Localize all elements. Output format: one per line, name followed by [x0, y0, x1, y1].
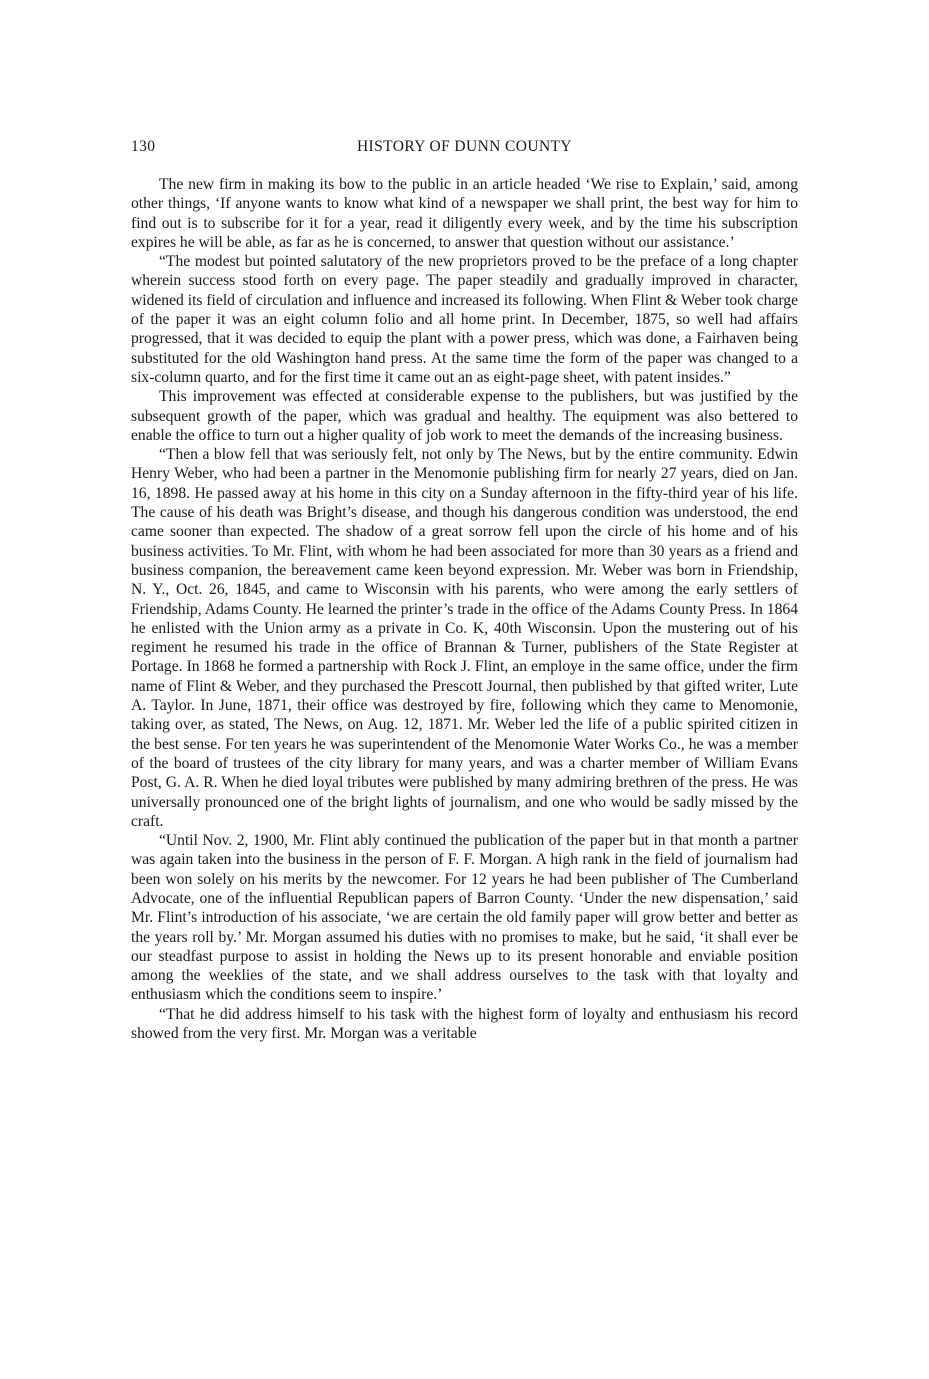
paragraph-morgan-record: “That he did address himself to his task with the highest form of loyalty and enthusiasm his record showed from the very first. Mr. Morgan was a veritable [131, 1005, 798, 1043]
page-number: 130 [131, 138, 156, 155]
running-header [131, 138, 798, 162]
paragraph-firm-introduction: The new firm in making its bow to the public in an article headed ‘We rise to Explain,’ said, among other things, ‘If anyone wants to know what kind of a newspaper we shall print, the best way for him to find out is to subscribe for it for a year, read it diligently every week, and by the time his subscription expires he will be able, as far as he is concerned, to answer that question without our assistance.’ [131, 176, 798, 251]
paragraph-improvement: This improvement was effected at considerable expense to the publishers, but was justified by the subsequent growth of the paper, which was gradual and healthy. The equipment was also bettered to enable the office to turn out a higher quality of job work to meet the demands of the increasing business. [131, 388, 798, 444]
book-page [131, 138, 798, 1043]
running-title: HISTORY OF DUNN COUNTY [356, 138, 573, 155]
paragraph-weber-death: “Then a blow fell that was seriously felt, not only by The News, but by the entire community. Edwin Henry Weber, who had been a partner in the Menomonie publishing firm for nearly 27 years, died on Jan. 16, 1898. He passed away at his home in this city on a Sunday afternoon in the fifty-third year of his life. The cause of his death was Bright’s disease, and though his dangerous condition was understood, the end came sooner than expected. The shadow of a great sorrow fell upon the circle of his home and of his business activities. To Mr. Flint, with whom he had been associated for more than 30 years as a friend and business companion, the bereavement came keen beyond expression. Mr. Weber was born in Friendship, N. Y., Oct. 26, 1845, and came to Wisconsin with his parents, who were among the early settlers of Friendship, Adams County. He learned the printer’s trade in the office of the Adams County Press. In 1864 he enlisted with the Union army as a private in Co. K, 40th Wisconsin. Upon the mustering out of his regiment he resumed his trade in the office of Brannan & Turner, publishers of the State Register at Portage. In 1868 he formed a partnership with Rock J. Flint, an employe in the same office, under the firm name of Flint & Weber, and they purchased the Prescott Journal, then published by that gifted writer, Lute A. Taylor. In June, 1871, their office was destroyed by fire, following which they came to Menomonie, taking over, as stated, The News, on Aug. 12, 1871. Mr. Weber led the life of a public spirited citizen in the best sense. For ten years he was superintendent of the Menomonie Water Works Co., he was a member of the board of trustees of the city library for many years, and was a charter member of William Evans Post, G. A. R. When he died loyal tributes were published by many admiring brethren of the press. He was universally pronounced one of the bright lights of journalism, and one who would be sadly missed by the craft. [131, 446, 798, 830]
paragraph-morgan-partner: “Until Nov. 2, 1900, Mr. Flint ably continued the publication of the paper but in that month a partner was again taken into the business in the person of F. F. Morgan. A high rank in the field of journalism had been won solely on his merits by the newcomer. For 12 years he had been publisher of The Cumberland Advocate, one of the influential Republican papers of Barron County. ‘Under the new dispensation,’ said Mr. Flint’s introduction of his associate, ‘we are certain the old family paper will grow better and better as the years roll by.’ Mr. Morgan assumed his duties with no promises to make, but he said, ‘it shall ever be our steadfast purpose to assist in holding the News up to its present honorable and enviable position among the weeklies of the state, and we shall address ourselves to the task with that loyalty and enthusiasm which the conditions seem to inspire.’ [131, 832, 798, 1004]
paragraph-salutatory: “The modest but pointed salutatory of the new proprietors proved to be the preface of a long chapter wherein success stood forth on every page. The paper steadily and gradually improved in character, widened its field of circulation and influence and increased its following. When Flint & Weber took charge of the paper it was an eight column folio and all home print. In December, 1875, so well had affairs progressed, that it was decided to equip the plant with a power press, which was done, a Fairhaven being substituted for the old Washington hand press. At the same time the form of the paper was changed to a six-column quarto, and for the first time it came out an as eight-page sheet, with patent insides.” [131, 253, 798, 386]
body-text [131, 175, 798, 1043]
